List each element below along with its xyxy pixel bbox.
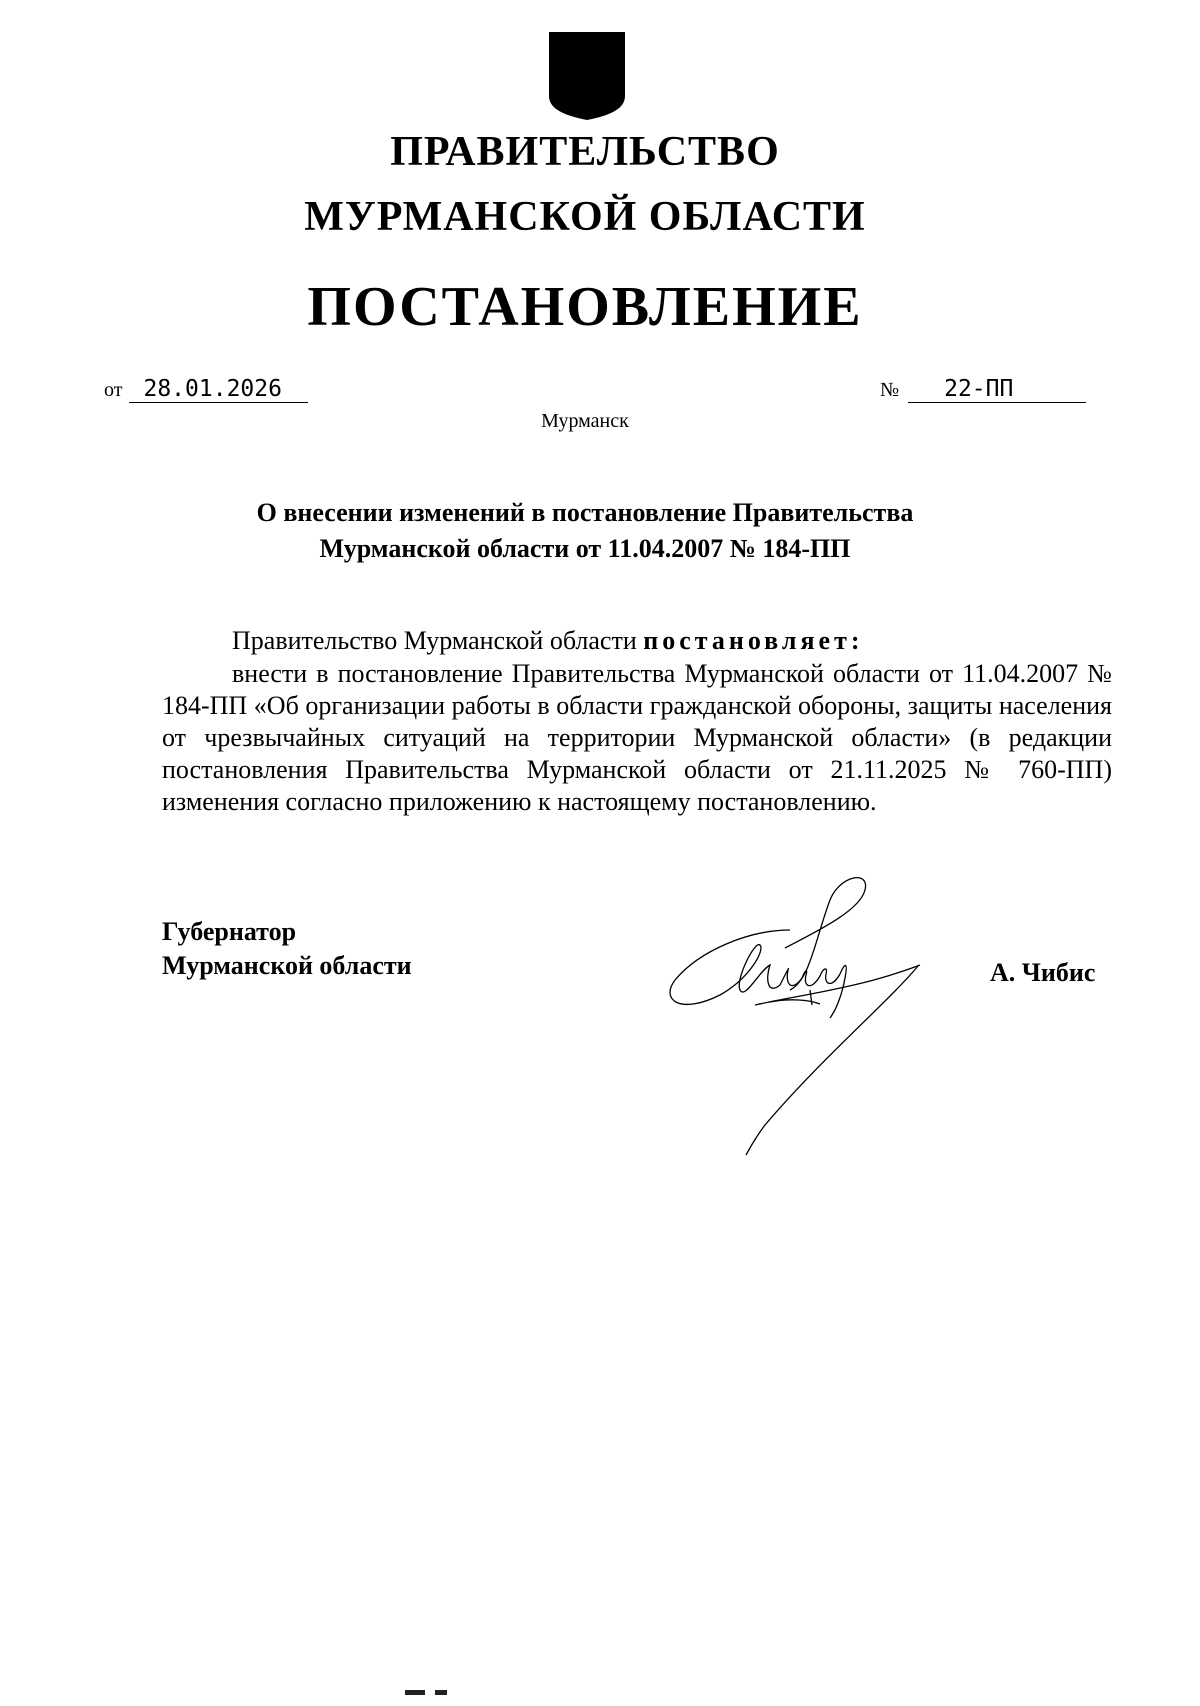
handwritten-signature — [660, 870, 960, 1160]
intro-emphasis: постановляет: — [643, 626, 864, 655]
document-subject — [0, 495, 1170, 567]
date-value: 28.01.2026 — [129, 376, 308, 403]
intro-text: Правительство Мурманской области — [232, 626, 637, 655]
date-prefix: от — [104, 379, 123, 401]
subject-line2: Мурманской области от 11.04.2007 № 184-ПП — [319, 534, 851, 563]
coat-of-arms-icon — [547, 30, 627, 122]
number-prefix: № — [880, 379, 900, 401]
body-paragraph: внести в постановление Правительства Мурманской области от 11.04.2007 № 184-ПП «Об организации работы в области гражданской обороны, защиты населения от чрезвычайных ситуаций на территории Мурманской области» (в редакции постановления Правительства Мурманской области от 21.11.2025 № 760-ПП) изменения согласно приложению к настоящему постановлению. — [162, 659, 1112, 816]
date-field — [104, 376, 308, 403]
org-name-line1: ПРАВИТЕЛЬСТВО — [390, 129, 780, 175]
document-type-title: ПОСТАНОВЛЕНИЕ — [307, 276, 863, 338]
signatory-title-line1: Губернатор — [162, 917, 297, 946]
signatory-title-line2: Мурманской области — [162, 951, 412, 980]
subject-line1: О внесении изменений в постановление Правительства — [256, 498, 914, 527]
number-value: 22-ПП — [908, 376, 1086, 403]
city-label: Мурманск — [541, 410, 629, 432]
signatory-name: А. Чибис — [990, 958, 1096, 987]
number-field — [880, 376, 1086, 403]
signatory-title — [162, 915, 412, 983]
scan-artifact — [405, 1688, 465, 1696]
body-intro — [162, 625, 1112, 657]
org-name-line2: МУРМАНСКОЙ ОБЛАСТИ — [304, 194, 866, 240]
